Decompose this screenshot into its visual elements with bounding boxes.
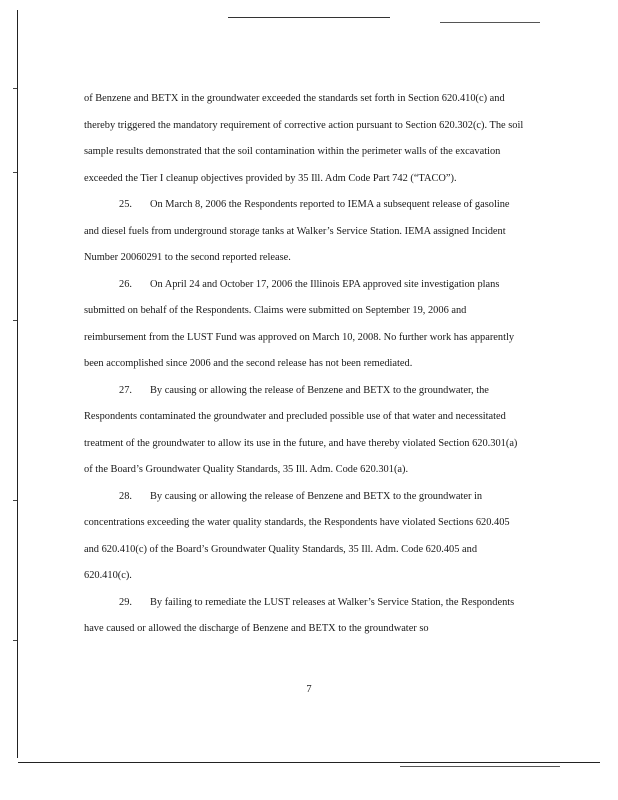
scan-tick-mark — [13, 500, 17, 501]
numbered-paragraph-25 — [84, 192, 524, 272]
numbered-paragraph-27 — [84, 378, 524, 484]
scan-left-border — [17, 10, 18, 758]
paragraph-text: On March 8, 2006 the Respondents reported to IEMA a subsequent release of gasoline and diesel fuels from underground storage tanks at Walker’s Service Station. IEMA assigned Incident Number 20060291 to the second reported release. — [84, 199, 510, 263]
paragraph-number: 25. — [119, 199, 132, 210]
scan-tick-mark — [13, 88, 17, 89]
paragraph-text: By failing to remediate the LUST releases at Walker’s Service Station, the Respondents have caused or allowed the discharge of Benzene and BETX to the groundwater so — [84, 596, 515, 634]
numbered-paragraph-29 — [84, 590, 524, 643]
paragraph-text: On April 24 and October 17, 2006 the Illinois EPA approved site investigation plans submitted on behalf of the Respondents. Claims were submitted on September 19, 2006 and reimbursement from the LUST Fund was approved on March 10, 2008. No further work has apparently been accomplished since 2006 and the second release has not been remediated. — [84, 278, 515, 369]
scan-bottom-rule-secondary — [400, 766, 560, 767]
scan-tick-mark — [13, 172, 17, 173]
scan-tick-mark — [13, 320, 17, 321]
numbered-paragraph-28 — [84, 484, 524, 590]
scan-bottom-rule — [18, 762, 600, 763]
paragraph-text: By causing or allowing the release of Benzene and BETX to the groundwater, the Respondents contaminated the groundwater and precluded possible use of that water and necessitated treatment of the groundwater to allow its use in the future, and have thereby violated Section 620.301(a) of the Board’s Groundwater Quality Standards, 35 Ill. Adm. Code 620.301(a). — [84, 384, 518, 475]
paragraph-number: 27. — [119, 384, 132, 396]
paragraph-number: 26. — [119, 278, 132, 290]
scan-top-rule-right — [440, 22, 540, 23]
continuation-paragraph: of Benzene and BETX in the groundwater exceeded the standards set forth in Section 620.410(c) and thereby triggered the mandatory requirement of corrective action pursuant to Section 620.302(c). The soil sample results demonstrated that the soil contamination within the perimeter walls of the excavation exceeded the Tier I cleanup objectives provided by 35 Ill. Adm Code Part 742 (“TACO”). — [84, 93, 524, 184]
page-number: 7 — [306, 684, 312, 695]
numbered-paragraph-26 — [84, 272, 524, 378]
scan-tick-mark — [13, 640, 17, 641]
document-body — [84, 86, 524, 643]
scan-top-rule — [228, 17, 390, 18]
paragraph-number: 28. — [119, 490, 132, 502]
paragraph-number: 29. — [119, 596, 132, 608]
paragraph-text: By causing or allowing the release of Benzene and BETX to the groundwater in concentrations exceeding the water quality standards, the Respondents have violated Sections 620.405 and 620.410(c) of the Board’s Groundwater Quality Standards, 35 Ill. Adm. Code 620.405 and 620.410(c). — [84, 490, 510, 581]
